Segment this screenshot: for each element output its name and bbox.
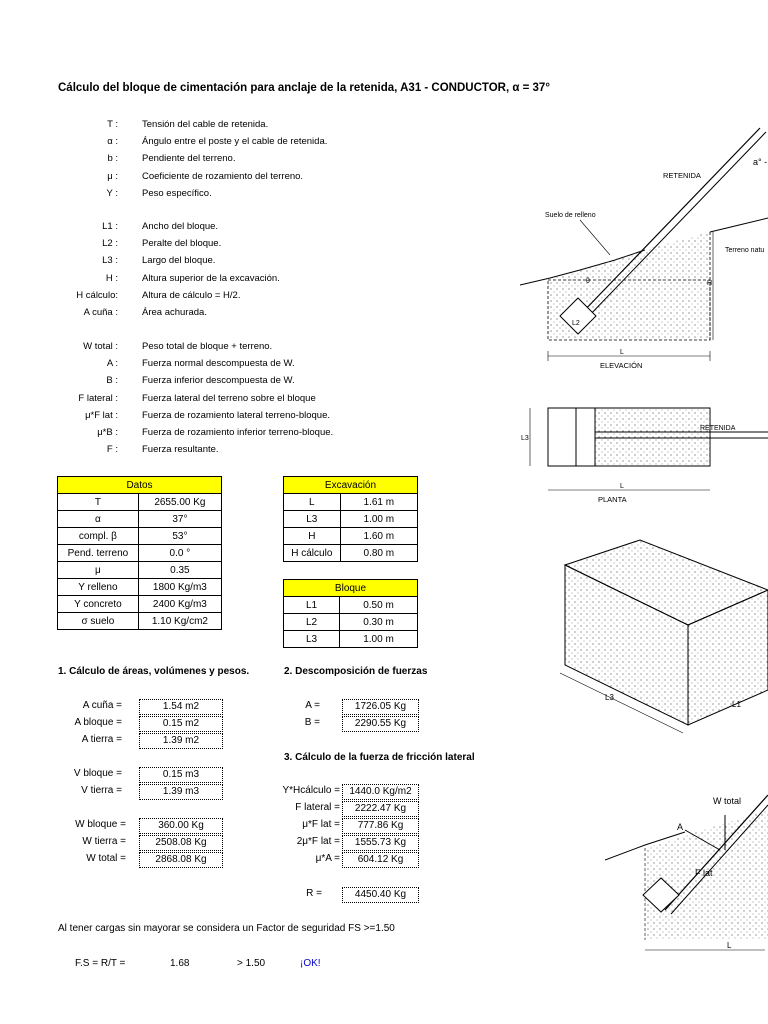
- table-row: [58, 613, 222, 630]
- table-row: [284, 511, 418, 528]
- table-value: 1.00 m: [340, 631, 418, 648]
- table-value: 1.10 Kg/cm2: [138, 613, 221, 630]
- table-key: L3: [284, 631, 340, 648]
- forces-l-label: L: [727, 941, 732, 950]
- table-value: 0.80 m: [340, 545, 417, 562]
- elev-retenida-label: RETENIDA: [663, 171, 701, 180]
- definition-symbol: F lateral :: [78, 392, 118, 404]
- table-row: [58, 596, 222, 613]
- elev-caption: ELEVACIÓN: [600, 361, 643, 370]
- definition-description: Peso total de bloque + terreno.: [142, 341, 273, 352]
- definition-symbol: W total :: [83, 341, 118, 352]
- calc-label: A tierra =: [81, 734, 122, 745]
- forces-wtotal-label: W total: [713, 796, 742, 806]
- calc-value: 1.54 m2: [139, 699, 223, 715]
- calc-label: V tierra =: [81, 785, 122, 796]
- definition-symbol: L3 :: [102, 255, 118, 267]
- calc-label: A cuña =: [82, 700, 122, 711]
- table-key: L1: [284, 597, 340, 614]
- elev-suelo-label: Suelo de relleno: [545, 212, 596, 219]
- elev-terreno-label: Terreno natu: [725, 247, 765, 254]
- definition-description: Coeficiente de rozamiento del terreno.: [142, 170, 304, 182]
- iso-l3-label: L3: [605, 693, 614, 702]
- table-row: [284, 614, 418, 631]
- calc-value: 1726.05 Kg: [342, 699, 419, 715]
- definition-description: Pendiente del terreno.: [142, 153, 236, 165]
- definition-description: Altura de cálculo = H/2.: [142, 289, 241, 301]
- definition-description: Área achurada.: [142, 307, 207, 318]
- table-key: compl. β: [58, 528, 139, 545]
- fs-ok: ¡OK!: [300, 958, 321, 969]
- table-value: 37°: [138, 511, 221, 528]
- table-value: 1.61 m: [340, 494, 417, 511]
- table-key: μ: [58, 562, 139, 579]
- table-value: 1800 Kg/m3: [138, 579, 221, 596]
- calc-label: A =: [305, 700, 320, 711]
- calc-value: 2222.47 Kg: [342, 801, 419, 817]
- calc-value: 1.39 m2: [139, 733, 223, 749]
- calc-label: V bloque =: [73, 768, 122, 779]
- table-row: [284, 597, 418, 614]
- definition-description: Fuerza de rozamiento lateral terreno-bloque.: [142, 409, 330, 421]
- definition-symbol: H :: [105, 272, 118, 284]
- safety-note: Al tener cargas sin mayorar se considera un Factor de seguridad FS >=1.50: [58, 923, 395, 934]
- calc-value: 0.15 m2: [139, 716, 223, 732]
- table-row: [284, 631, 418, 648]
- fs-compare: > 1.50: [237, 958, 266, 969]
- planta-retenida-label: RETENIDA: [700, 425, 736, 432]
- isometric-block-diagram: [520, 535, 768, 735]
- definition-description: Fuerza de rozamiento inferior terreno-bloque.: [142, 427, 334, 438]
- table-key: H: [284, 528, 341, 545]
- table-row: [58, 494, 222, 511]
- definition-symbol: Y :: [106, 187, 118, 199]
- table-value: 2400 Kg/m3: [138, 596, 221, 613]
- table-row: [58, 579, 222, 596]
- calc-label: B =: [304, 717, 320, 728]
- table-row: [58, 511, 222, 528]
- calc-label: F lateral =: [295, 802, 340, 813]
- definition-symbol: μ*F lat :: [85, 409, 118, 421]
- datos-header: Datos: [58, 477, 222, 494]
- table-value: 0.50 m: [340, 597, 418, 614]
- table-key: Y concreto: [58, 596, 139, 613]
- table-value: 53°: [138, 528, 221, 545]
- definition-symbol: H cálculo:: [76, 289, 118, 301]
- definition-description: Peso específico.: [142, 187, 212, 199]
- forces-diagram: [605, 790, 768, 960]
- forces-flat-label: F lat: [695, 868, 713, 878]
- section1-title: 1. Cálculo de áreas, volúmenes y pesos.: [58, 666, 250, 677]
- page-title: Cálculo del bloque de cimentación para anclaje de la retenida, A31 - CONDUCTOR, α = 37°: [58, 82, 550, 94]
- definition-symbol: A cuña :: [83, 307, 118, 318]
- calc-label: W bloque =: [75, 819, 126, 830]
- calc-value: 0.15 m3: [139, 767, 223, 783]
- definition-description: Peralte del bloque.: [142, 238, 222, 250]
- table-key: L: [284, 494, 341, 511]
- forces-a-label: A: [677, 822, 684, 832]
- calc-label: μ*A =: [315, 853, 340, 864]
- table-key: Pend. terreno: [58, 545, 139, 562]
- definition-symbol: L2 :: [102, 238, 118, 250]
- table-key: L2: [284, 614, 340, 631]
- definition-description: Fuerza lateral del terreno sobre el bloque: [142, 392, 316, 404]
- planta-caption: PLANTA: [598, 495, 627, 504]
- bloque-header: Bloque: [284, 580, 418, 597]
- calc-value: 360.00 Kg: [139, 818, 223, 834]
- fs-label: F.S = R/T =: [75, 958, 126, 969]
- table-key: σ suelo: [58, 613, 139, 630]
- definition-description: Altura superior de la excavación.: [142, 272, 280, 284]
- calc-value: 1555.73 Kg: [342, 835, 419, 851]
- iso-l1-label: L1: [732, 700, 741, 709]
- calc-value: 4450.40 Kg: [342, 887, 419, 903]
- table-value: 0.30 m: [340, 614, 418, 631]
- table-row: [284, 528, 418, 545]
- calc-label: 2μ*F lat =: [296, 836, 340, 847]
- planta-diagram: [520, 400, 768, 510]
- table-value: 0.35: [138, 562, 221, 579]
- elev-angle-label: a° -: [753, 157, 768, 167]
- definition-symbol: μ :: [107, 170, 118, 182]
- definition-description: Tensión del cable de retenida.: [142, 119, 269, 130]
- table-key: L3: [284, 511, 341, 528]
- elev-l-label: L: [620, 349, 624, 356]
- calc-value: 2290.55 Kg: [342, 716, 419, 732]
- bloque-table: [283, 579, 418, 648]
- definition-symbol: L1 :: [102, 221, 118, 232]
- table-row: [58, 562, 222, 579]
- definition-symbol: μ*B :: [97, 427, 118, 438]
- elevation-diagram: [520, 120, 768, 375]
- calc-value: 2868.08 Kg: [139, 852, 223, 868]
- section2-title: 2. Descomposición de fuerzas: [284, 666, 428, 677]
- calc-label: Y*Hcálculo =: [282, 785, 340, 796]
- calc-label: R =: [306, 888, 322, 899]
- table-row: [58, 528, 222, 545]
- definition-symbol: B :: [106, 375, 118, 387]
- definition-symbol: b :: [107, 153, 118, 165]
- definition-symbol: F :: [106, 444, 118, 456]
- definition-description: Fuerza normal descompuesta de W.: [142, 358, 295, 370]
- calc-value: 1440.0 Kg/m2: [342, 784, 419, 800]
- section3-title: 3. Cálculo de la fuerza de fricción lateral: [284, 752, 475, 763]
- definition-symbol: α :: [107, 136, 118, 148]
- elev-h-label: H: [707, 280, 713, 287]
- table-row: [58, 545, 222, 562]
- elev-theta-label: θ: [586, 278, 590, 285]
- excavacion-table: [283, 476, 418, 562]
- definition-description: Largo del bloque.: [142, 255, 216, 267]
- definition-description: Ancho del bloque.: [142, 221, 219, 232]
- datos-table: [57, 476, 222, 630]
- calc-value: 1.39 m3: [139, 784, 223, 800]
- table-value: 1.00 m: [340, 511, 417, 528]
- definition-symbol: A :: [106, 358, 118, 370]
- calc-value: 777.86 Kg: [342, 818, 419, 834]
- fs-value: 1.68: [170, 958, 190, 969]
- definition-description: Ángulo entre el poste y el cable de retenida.: [142, 136, 328, 148]
- calc-label: μ*F lat =: [302, 819, 340, 830]
- calc-label: W total =: [86, 853, 126, 864]
- table-key: Y relleno: [58, 579, 139, 596]
- definition-description: Fuerza inferior descompuesta de W.: [142, 375, 295, 387]
- calc-label: A bloque =: [74, 717, 122, 728]
- table-key: α: [58, 511, 139, 528]
- calc-value: 2508.08 Kg: [139, 835, 223, 851]
- definition-description: Fuerza resultante.: [142, 444, 219, 456]
- table-key: H cálculo: [284, 545, 341, 562]
- table-value: 1.60 m: [340, 528, 417, 545]
- planta-l3-label: L3: [521, 435, 529, 442]
- table-row: [284, 494, 418, 511]
- definition-symbol: T :: [107, 119, 118, 130]
- table-row: [284, 545, 418, 562]
- planta-l-label: L: [620, 483, 624, 490]
- elev-l2-label: L2: [572, 320, 580, 327]
- table-key: T: [58, 494, 139, 511]
- table-value: 0.0 °: [138, 545, 221, 562]
- calc-label: W tierra =: [82, 836, 126, 847]
- calc-value: 604.12 Kg: [342, 852, 419, 868]
- table-value: 2655.00 Kg: [138, 494, 221, 511]
- excavacion-header: Excavación: [284, 477, 418, 494]
